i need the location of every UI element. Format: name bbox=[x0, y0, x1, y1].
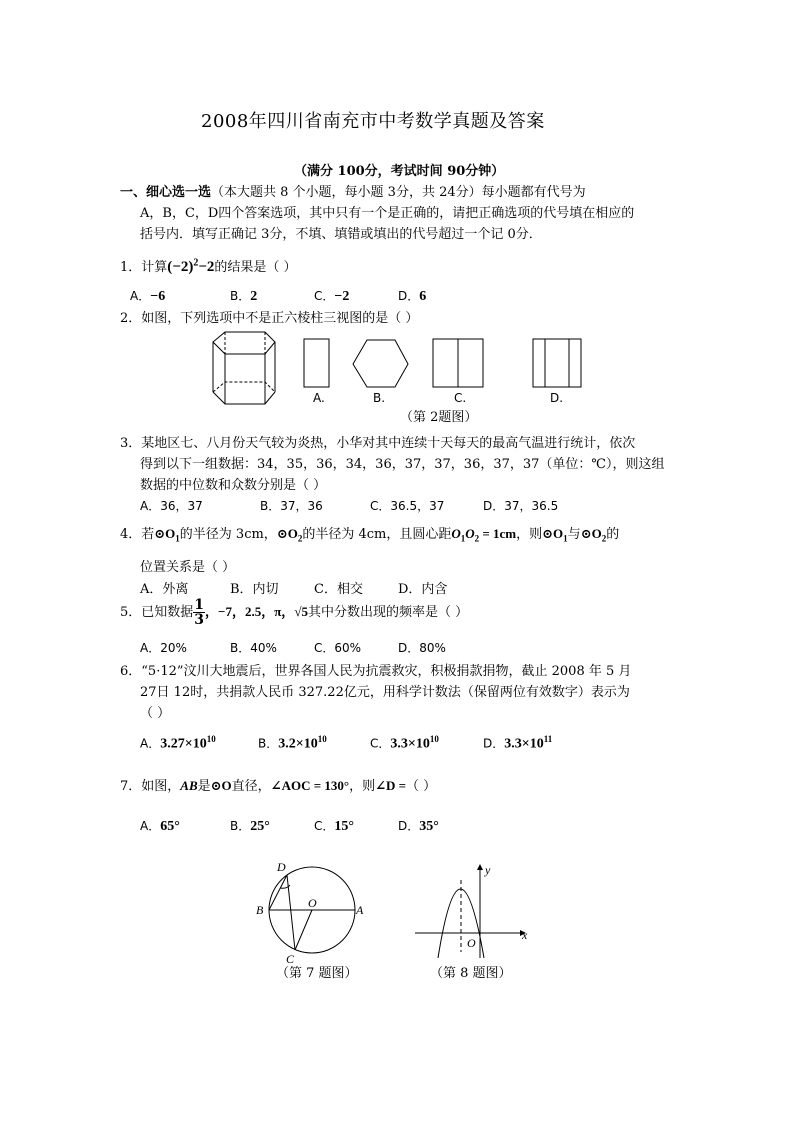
option-label: B． bbox=[230, 289, 251, 303]
option-label: D． bbox=[398, 819, 420, 833]
q5-option-c[interactable]: C．60% bbox=[314, 641, 362, 655]
exam-subtitle: （满分 100分，考试时间 90分钟） bbox=[294, 164, 505, 179]
option-a-rectangle bbox=[304, 339, 329, 387]
question-7 bbox=[120, 775, 436, 794]
text: （ ） bbox=[406, 779, 437, 794]
text: 5．已知数据 bbox=[120, 605, 194, 620]
option-label: A． bbox=[140, 819, 161, 833]
section-intro-line3: 括号内．填写正确记 3分，不填、填错或填出的代号超过一个记 0分． bbox=[140, 227, 542, 242]
data-values: ，−7，2.5，π， bbox=[205, 604, 295, 619]
exponent: 10 bbox=[206, 734, 216, 744]
option-value: 65° bbox=[160, 819, 180, 834]
page-title: 2008年四川省南充市中考数学真题及答案 bbox=[201, 111, 545, 132]
q1-prefix: 1．计算 bbox=[120, 260, 168, 275]
q6-options bbox=[140, 734, 600, 754]
section-intro bbox=[120, 181, 586, 200]
angle-d: ∠D = bbox=[375, 778, 407, 793]
section-heading: 一、细心选一选 bbox=[120, 185, 212, 200]
label-y: y bbox=[485, 863, 491, 877]
option-label: C． bbox=[314, 819, 335, 833]
q4-option-b[interactable]: B．内切 bbox=[230, 582, 279, 597]
option-value: 3.3×10 bbox=[390, 736, 430, 752]
hexagonal-prism-drawing bbox=[213, 332, 275, 404]
question-6-line3: （ ） bbox=[140, 706, 171, 721]
question-1 bbox=[120, 256, 297, 276]
option-value: 3.2×10 bbox=[278, 736, 318, 752]
q7-options bbox=[140, 817, 540, 837]
question-4-line1 bbox=[120, 523, 619, 544]
q6-option-d[interactable] bbox=[483, 734, 552, 752]
text: 7．如图， bbox=[120, 779, 181, 794]
q2-label-b: B. bbox=[373, 391, 386, 405]
center-o2: O bbox=[465, 526, 475, 541]
subscript: 2 bbox=[474, 533, 480, 544]
text: 直径， bbox=[231, 779, 271, 794]
q7-option-c[interactable] bbox=[314, 817, 354, 835]
q5-options bbox=[140, 639, 540, 657]
question-4-line2: 位置关系是（ ） bbox=[140, 560, 236, 575]
exponent: 11 bbox=[543, 734, 553, 744]
label-o: O bbox=[308, 896, 317, 910]
subscript: 2 bbox=[297, 533, 303, 544]
label-origin: O bbox=[467, 936, 476, 950]
q1-suffix: 的结果是（ ） bbox=[214, 260, 297, 275]
label-a: A bbox=[356, 903, 364, 917]
q7-option-d[interactable] bbox=[398, 817, 439, 835]
option-label: A． bbox=[130, 289, 151, 303]
figure-7-caption: （第 7 题图） bbox=[276, 966, 358, 981]
center-o1: O bbox=[451, 526, 461, 541]
label-c: C bbox=[286, 952, 295, 965]
option-value: 6 bbox=[419, 289, 427, 304]
figure-8-caption: （第 8 题图） bbox=[430, 966, 512, 981]
label-x: x bbox=[522, 928, 528, 942]
option-label: A． bbox=[140, 736, 161, 751]
subscript: 1 bbox=[563, 533, 568, 544]
option-label: D． bbox=[398, 289, 420, 303]
sqrt-five: √5 bbox=[294, 604, 308, 619]
q2-label-d: D. bbox=[550, 391, 564, 405]
fraction-one-third bbox=[193, 598, 205, 627]
q4-options bbox=[140, 578, 540, 596]
option-label: D． bbox=[483, 736, 505, 751]
q7-option-a[interactable] bbox=[140, 817, 180, 835]
label-b: B bbox=[256, 903, 264, 917]
q5-option-d[interactable]: D．80% bbox=[398, 641, 446, 655]
option-value: 35° bbox=[419, 819, 439, 834]
option-b-hexagon bbox=[353, 340, 408, 387]
q1-option-a[interactable] bbox=[130, 287, 165, 305]
option-value: 25° bbox=[250, 819, 270, 834]
text: ，则 bbox=[516, 527, 543, 542]
question-3-line2: 得到以下一组数据：34，35，36，34，36，37，37，36，37，37（单位：℃），则这组 bbox=[140, 457, 665, 472]
option-label: B． bbox=[230, 819, 251, 833]
option-value: 3.27×10 bbox=[160, 736, 207, 752]
angle-aoc: ∠AOC = 130° bbox=[270, 778, 350, 793]
radius-oc bbox=[295, 910, 312, 950]
circle-o2: ⊙O bbox=[580, 526, 602, 541]
q3-option-a[interactable]: A．36，37 bbox=[140, 499, 203, 513]
q1-expression: (−2) bbox=[167, 259, 194, 275]
q5-option-b[interactable]: B．40% bbox=[230, 641, 277, 655]
q3-options bbox=[140, 497, 600, 515]
option-value: 15° bbox=[334, 819, 354, 834]
q1-option-c[interactable] bbox=[314, 287, 349, 305]
question-6-line2: 27日 12时，共捐款人民币 327.22亿元，用科学计数法（保留两位有效数字）表示为 bbox=[140, 685, 630, 700]
q3-option-b[interactable]: B．37，36 bbox=[260, 499, 323, 513]
circle-o1: ⊙O bbox=[542, 526, 564, 541]
option-d-rectangle bbox=[533, 339, 581, 387]
q2-label-c: C. bbox=[454, 391, 467, 405]
option-c-rectangle bbox=[433, 339, 483, 387]
q1-expression-tail: −2 bbox=[198, 259, 215, 275]
question-3-line1: 3．某地区七、八月份天气较为炎热，小华对其中连续十天每天的最高气温进行统计，依次 bbox=[120, 436, 636, 451]
q7-option-b[interactable] bbox=[230, 817, 270, 835]
subscript: 1 bbox=[460, 533, 466, 544]
question-6-line1: 6．“5·12”汶川大地震后，世界各国人民为抗震救灾，积极捐款捐物，截止 2008 年 5 月 bbox=[120, 664, 632, 679]
text: 的 bbox=[606, 527, 620, 542]
q5-option-a[interactable]: A．20% bbox=[140, 641, 187, 655]
question-3-line3: 数据的中位数和众数分别是（ ） bbox=[140, 478, 327, 493]
denominator: 3 bbox=[194, 612, 205, 628]
text: 的半径为 3cm， bbox=[179, 527, 277, 542]
q1-option-b[interactable] bbox=[230, 287, 257, 305]
circle-o2: ⊙O bbox=[276, 526, 298, 541]
q4-option-a[interactable]: A．外离 bbox=[140, 582, 189, 597]
text: 是 bbox=[197, 779, 211, 794]
q3-option-d[interactable]: D．37，36.5 bbox=[483, 499, 559, 513]
option-label: B． bbox=[258, 736, 279, 751]
chord-db bbox=[269, 875, 287, 910]
question-2: 2．如图，下列选项中不是正六棱柱三视图的是（ ） bbox=[120, 311, 419, 326]
label-d: D bbox=[277, 860, 286, 874]
figure-8-parabola bbox=[410, 860, 540, 960]
subscript: 1 bbox=[175, 533, 180, 544]
exponent: 10 bbox=[317, 734, 327, 744]
text: 其中分数出现的频率是（ ） bbox=[307, 605, 469, 620]
numerator: 1 bbox=[194, 597, 205, 613]
option-label: C． bbox=[370, 736, 391, 751]
q3-option-c[interactable]: C．36.5，37 bbox=[370, 499, 445, 513]
text: 4．若 bbox=[120, 527, 155, 542]
section-intro-line2: A，B，C，D四个答案选项，其中只有一个是正确的，请把正确选项的代号填在相应的 bbox=[140, 206, 635, 221]
exponent: 10 bbox=[429, 734, 439, 744]
text: ，则 bbox=[349, 779, 376, 794]
q4-option-c[interactable]: C．相交 bbox=[314, 582, 363, 597]
q2-caption: （第 2题图） bbox=[400, 410, 478, 425]
q6-option-c[interactable] bbox=[370, 734, 439, 752]
figure-7-circle bbox=[250, 855, 370, 965]
section-intro-line1: （本大题共 8 个小题，每小题 3分，共 24分）每小题都有代号为 bbox=[211, 185, 586, 200]
text: 与 bbox=[567, 527, 581, 542]
option-value: −6 bbox=[150, 289, 166, 304]
distance-value: = 1cm bbox=[479, 526, 517, 541]
circle-o: ⊙O bbox=[210, 778, 232, 793]
q4-option-d[interactable]: D．内含 bbox=[398, 582, 448, 597]
option-value: −2 bbox=[334, 289, 350, 304]
question-5 bbox=[120, 598, 468, 627]
q2-figure bbox=[203, 330, 603, 415]
q1-exponent: 2 bbox=[193, 257, 199, 269]
diameter-ab: AB bbox=[180, 778, 198, 793]
q2-label-a: A. bbox=[313, 391, 325, 405]
text: 的半径为 4cm，且圆心距 bbox=[302, 527, 452, 542]
option-value: 3.3×10 bbox=[504, 736, 544, 752]
q1-option-d[interactable] bbox=[398, 287, 426, 305]
q6-option-b[interactable] bbox=[258, 734, 327, 752]
subscript: 2 bbox=[601, 533, 607, 544]
option-label: C． bbox=[314, 289, 335, 303]
circle-o1: ⊙O bbox=[154, 526, 176, 541]
q6-option-a[interactable] bbox=[140, 734, 216, 752]
option-value: 2 bbox=[250, 289, 258, 304]
